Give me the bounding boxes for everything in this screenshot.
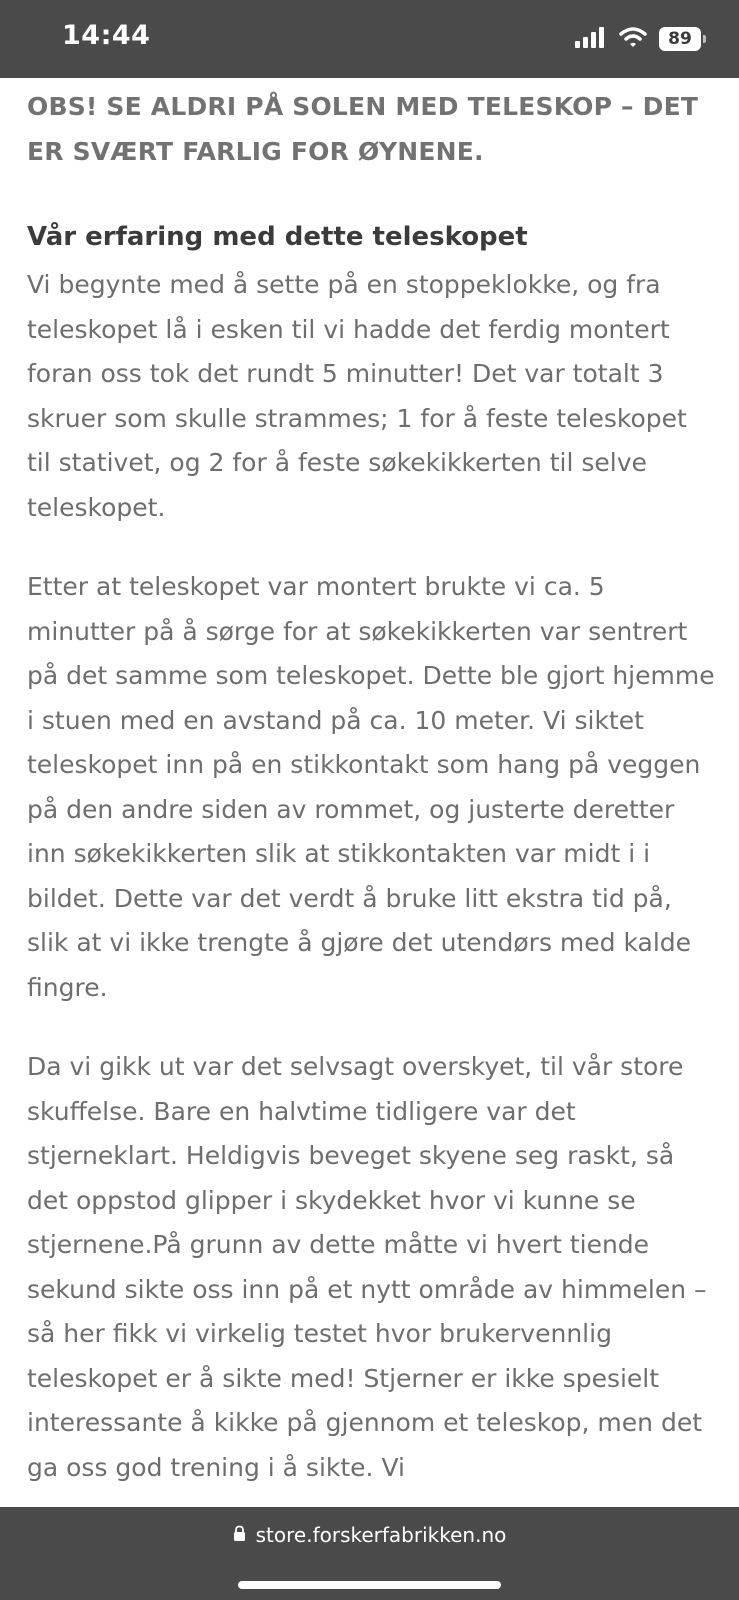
battery-level: 89: [668, 29, 692, 49]
status-icons: [575, 26, 701, 52]
status-bar: [0, 0, 739, 78]
signal-icon: [575, 26, 607, 52]
sun-warning: OBS! SE ALDRI PÅ SOLEN MED TELESKOP – DET ER SVÆRT FARLIG FOR ØYNENE.: [27, 92, 699, 166]
paragraph-alignment: Etter at teleskopet var montert brukte vi ca. 5 minutter på å sørge for at søkekikkerten var sentrert på det samme som teleskopet. Dette ble gjort hjemme i stuen med en avstand på ca. 10 meter. Vi siktet teleskopet inn på en stikkontakt som hang på veggen på den andre siden av rommet, og justerte deretter inn søkekikkerten slik at stikkontakten var midt i i bildet. Dette var det verdt å bruke litt ekstra tid på, slik at vi ikke trengte å gjøre det utendørs med kalde fingre.: [27, 572, 715, 1002]
paragraph-assembly: Vi begynte med å sette på en stoppeklokke, og fra teleskopet lå i esken til vi hadde det ferdig montert foran oss tok det rundt 5 minutter! Det var totalt 3 skruer som skulle strammes; 1 for å feste teleskopet til stativet, og 2 for å feste søkekikkerten til selve teleskopet.: [27, 270, 687, 522]
paragraph-outdoor: Da vi gikk ut var det selvsagt overskyet, til vår store skuffelse. Bare en halvtime tidligere var det stjerneklart. Heldigvis beveget skyene seg raskt, så det oppstod glipper i skydekket hvor vi kunne se stjernene.På grunn av dette måtte vi hvert tiende sekund sikte oss inn på et nytt område av himmelen – så her fikk vi virkelig testet hvor brukervennlig teleskopet er å sikte med! Stjerner er ikke spesielt interessante å kikke på gjennom et teleskop, men det ga oss god trening i å sikte. Vi: [27, 1052, 707, 1482]
battery-icon: [659, 27, 701, 51]
wifi-icon: [619, 26, 647, 52]
section-heading: Vår erfaring med dette teleskopet: [27, 222, 528, 252]
url-text[interactable]: store.forskerfabrikken.no: [255, 1523, 507, 1547]
lock-icon: [233, 1523, 246, 1547]
home-indicator[interactable]: [238, 1581, 501, 1589]
article-content: [27, 84, 717, 1490]
browser-bottom-bar: [0, 1507, 739, 1600]
address-bar[interactable]: [0, 1523, 739, 1547]
status-time: 14:44: [62, 20, 151, 51]
battery-nub: [703, 35, 706, 43]
